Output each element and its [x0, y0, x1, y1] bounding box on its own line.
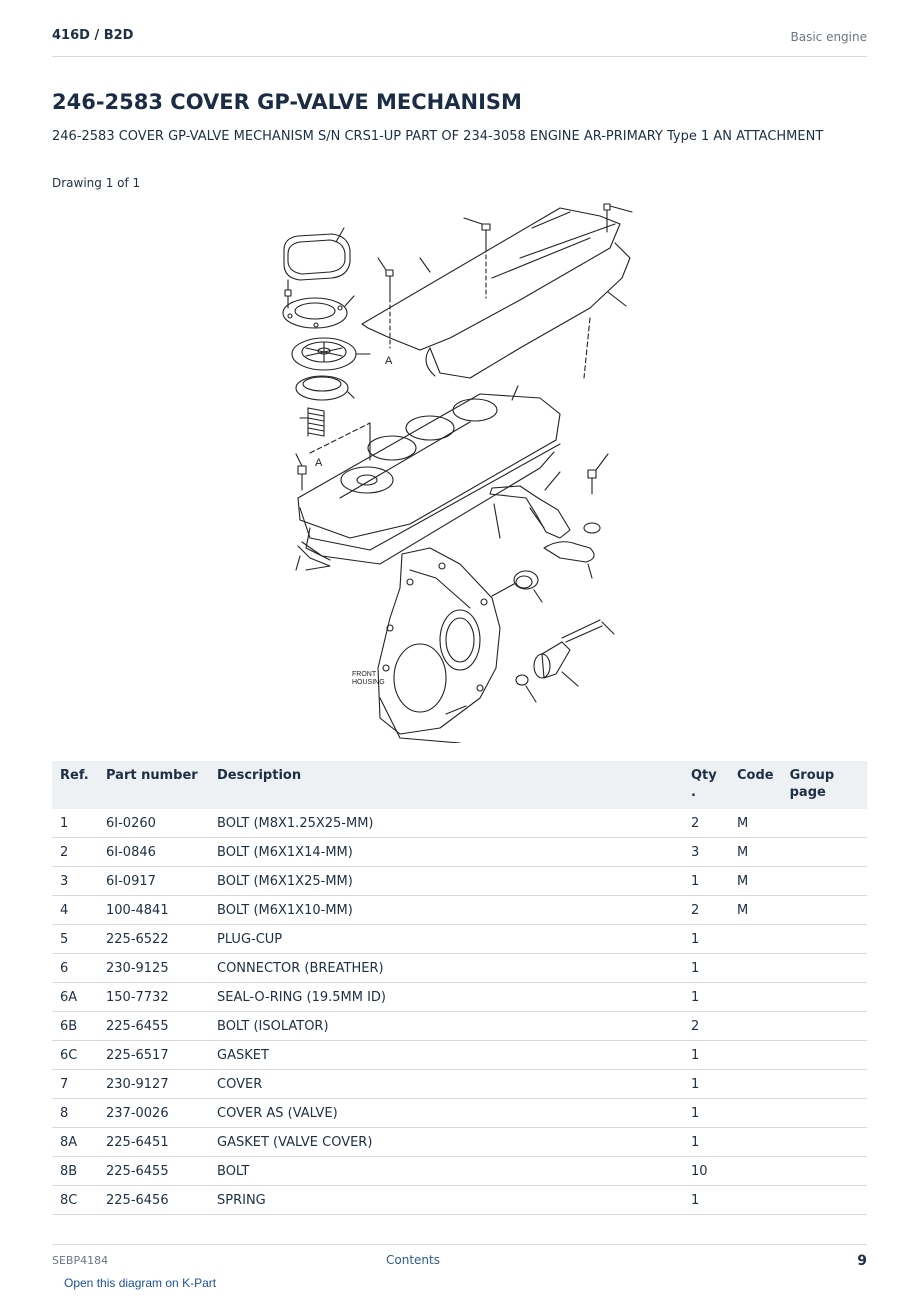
col-code: Code: [729, 761, 782, 809]
cell-group-page: [782, 1157, 867, 1186]
parts-table-header: [52, 761, 867, 809]
cell-description: BOLT (M6X1X25-MM): [209, 867, 683, 896]
table-row: [52, 1070, 867, 1099]
cell-part-number: 100-4841: [98, 896, 209, 925]
front-housing-label-2: HOUSING: [352, 679, 385, 686]
cell-part-number: 225-6517: [98, 1041, 209, 1070]
page-title: 246-2583 COVER GP-VALVE MECHANISM: [52, 90, 522, 114]
col-part-number: Part number: [98, 761, 209, 809]
gasket-ring: [283, 296, 354, 328]
cell-ref: 6C: [52, 1041, 98, 1070]
top-cover-plate: [284, 228, 350, 280]
cell-ref: 2: [52, 838, 98, 867]
cell-qty: 1: [683, 1186, 729, 1215]
cell-description: CONNECTOR (BREATHER): [209, 954, 683, 983]
table-row: [52, 838, 867, 867]
side-bolts: [296, 454, 608, 494]
cell-ref: 8A: [52, 1128, 98, 1157]
cell-description: GASKET: [209, 1041, 683, 1070]
cell-description: BOLT (M8X1.25X25-MM): [209, 809, 683, 838]
page-footer: [52, 1244, 867, 1275]
cell-description: PLUG-CUP: [209, 925, 683, 954]
cell-qty: 10: [683, 1157, 729, 1186]
callout-a-top: A: [385, 355, 393, 367]
cell-part-number: 6I-0260: [98, 809, 209, 838]
drawing-count: Drawing 1 of 1: [52, 176, 141, 190]
cell-qty: 2: [683, 896, 729, 925]
cell-group-page: [782, 983, 867, 1012]
cell-ref: 6: [52, 954, 98, 983]
cell-part-number: 225-6456: [98, 1186, 209, 1215]
parts-table: [52, 761, 867, 1215]
cell-qty: 1: [683, 1099, 729, 1128]
front-housing-label-1: FRONT: [352, 671, 377, 678]
cell-qty: 1: [683, 925, 729, 954]
table-row: [52, 1041, 867, 1070]
cell-group-page: [782, 1012, 867, 1041]
cell-group-page: [782, 809, 867, 838]
cell-qty: 1: [683, 1070, 729, 1099]
cell-ref: 7: [52, 1070, 98, 1099]
page-subtitle: 246-2583 COVER GP-VALVE MECHANISM S/N CRS1-UP PART OF 234-3058 ENGINE AR-PRIMARY Type 1 AN ATTACHMENT: [52, 129, 824, 144]
main-valve-cover: [298, 386, 560, 564]
cell-group-page: [782, 838, 867, 867]
cell-qty: 1: [683, 1041, 729, 1070]
cell-qty: 3: [683, 838, 729, 867]
contents-link[interactable]: Contents: [386, 1253, 440, 1267]
cell-code: M: [729, 838, 782, 867]
isolator-bolt: [516, 620, 614, 702]
cell-ref: 8B: [52, 1157, 98, 1186]
cell-code: [729, 983, 782, 1012]
cell-qty: 2: [683, 809, 729, 838]
spring: [300, 408, 324, 436]
table-row: [52, 1157, 867, 1186]
page-header: [52, 28, 867, 57]
cell-ref: 3: [52, 867, 98, 896]
washer: [296, 376, 354, 400]
col-description: Description: [209, 761, 683, 809]
cell-group-page: [782, 1099, 867, 1128]
cell-description: COVER: [209, 1070, 683, 1099]
cell-part-number: 225-6455: [98, 1157, 209, 1186]
cell-qty: 1: [683, 1128, 729, 1157]
cell-part-number: 225-6522: [98, 925, 209, 954]
cell-qty: 1: [683, 983, 729, 1012]
cell-ref: 8: [52, 1099, 98, 1128]
cell-part-number: 225-6451: [98, 1128, 209, 1157]
table-row: [52, 896, 867, 925]
cell-group-page: [782, 1128, 867, 1157]
cell-code: [729, 1186, 782, 1215]
cell-code: M: [729, 867, 782, 896]
cell-description: SEAL-O-RING (19.5MM ID): [209, 983, 683, 1012]
cell-code: M: [729, 809, 782, 838]
col-qty: Qty .: [683, 761, 729, 809]
cell-description: BOLT (ISOLATOR): [209, 1012, 683, 1041]
col-ref: Ref.: [52, 761, 98, 809]
cell-description: BOLT (M6X1X10-MM): [209, 896, 683, 925]
table-row: [52, 954, 867, 983]
cell-group-page: [782, 1070, 867, 1099]
open-kpart-link[interactable]: Open this diagram on K-Part: [64, 1276, 217, 1290]
callout-a-main: A: [315, 457, 323, 469]
cell-part-number: 150-7732: [98, 983, 209, 1012]
table-row: [52, 867, 867, 896]
cell-group-page: [782, 1041, 867, 1070]
cell-group-page: [782, 954, 867, 983]
section-label: Basic engine: [790, 30, 867, 44]
cell-code: [729, 1012, 782, 1041]
cell-description: BOLT (M6X1X14-MM): [209, 838, 683, 867]
diaphragm: [292, 338, 370, 370]
cell-qty: 1: [683, 954, 729, 983]
cell-ref: 4: [52, 896, 98, 925]
table-row: [52, 1128, 867, 1157]
valve-cover-top: [362, 208, 630, 378]
cell-description: GASKET (VALVE COVER): [209, 1128, 683, 1157]
cell-ref: 6B: [52, 1012, 98, 1041]
table-row: [52, 1186, 867, 1215]
cell-part-number: 6I-0917: [98, 867, 209, 896]
cell-ref: 6A: [52, 983, 98, 1012]
front-housing: [378, 548, 500, 743]
exploded-parts-diagram: [270, 198, 650, 743]
cell-description: COVER AS (VALVE): [209, 1099, 683, 1128]
cell-code: [729, 1128, 782, 1157]
cell-part-number: 230-9127: [98, 1070, 209, 1099]
cell-group-page: [782, 896, 867, 925]
table-row: [52, 1099, 867, 1128]
cell-part-number: 6I-0846: [98, 838, 209, 867]
cell-ref: 8C: [52, 1186, 98, 1215]
cell-description: SPRING: [209, 1186, 683, 1215]
cell-part-number: 225-6455: [98, 1012, 209, 1041]
cell-code: [729, 925, 782, 954]
table-row: [52, 1012, 867, 1041]
table-row: [52, 925, 867, 954]
top-bolts: [378, 204, 632, 378]
cell-description: BOLT: [209, 1157, 683, 1186]
cell-code: [729, 1099, 782, 1128]
cell-code: [729, 1070, 782, 1099]
document-number: SEBP4184: [52, 1254, 109, 1267]
page-number: 9: [857, 1253, 867, 1269]
cell-code: [729, 1157, 782, 1186]
cell-qty: 1: [683, 867, 729, 896]
cell-group-page: [782, 867, 867, 896]
cell-group-page: [782, 1186, 867, 1215]
model-label: 416D / B2D: [52, 28, 134, 43]
cell-code: M: [729, 896, 782, 925]
table-row: [52, 809, 867, 838]
cell-ref: 5: [52, 925, 98, 954]
cell-ref: 1: [52, 809, 98, 838]
plug-cup: [492, 571, 542, 602]
col-group-page: Group page: [782, 761, 867, 809]
cell-code: [729, 954, 782, 983]
cell-part-number: 237-0026: [98, 1099, 209, 1128]
table-row: [52, 983, 867, 1012]
cell-code: [729, 1041, 782, 1070]
cell-part-number: 230-9125: [98, 954, 209, 983]
cell-group-page: [782, 925, 867, 954]
cell-qty: 2: [683, 1012, 729, 1041]
